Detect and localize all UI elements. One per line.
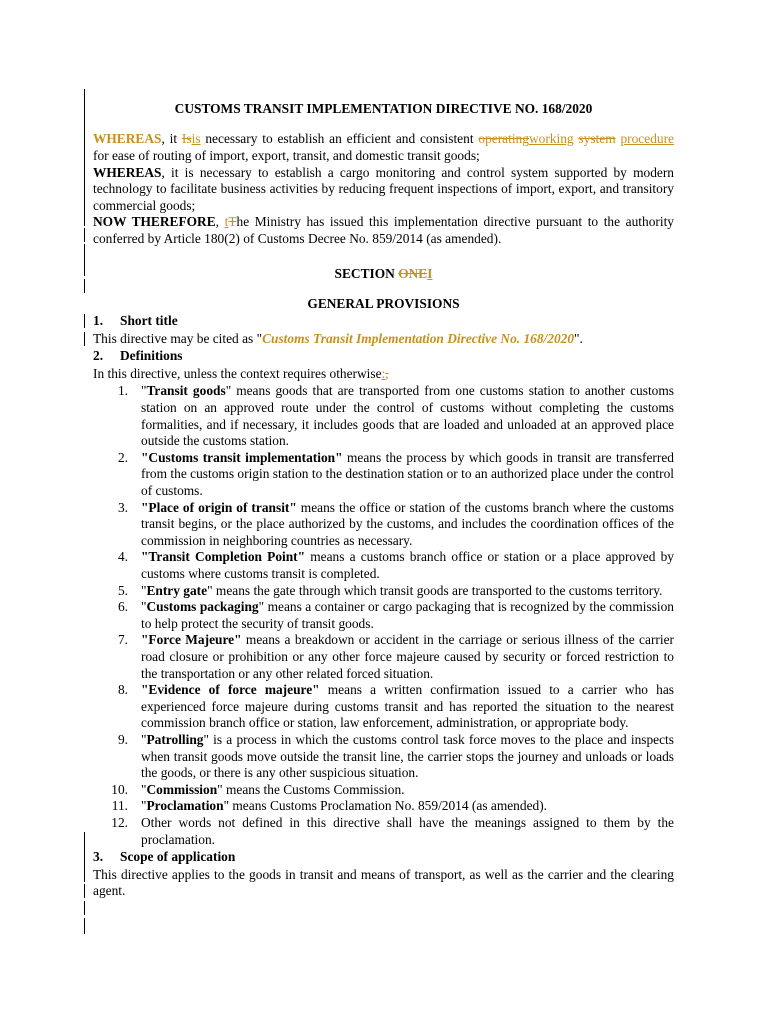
definition-item (93, 450, 674, 500)
definition-number: 12. (111, 814, 128, 830)
definition-text: " means the gate through which transit goods are transported to the customs territory. (207, 582, 663, 598)
document-title: CUSTOMS TRANSIT IMPLEMENTATION DIRECTIVE NO. 168/2020 (174, 101, 593, 117)
defined-term: "Force Majeure" (141, 632, 242, 648)
definition-number: 9. (117, 731, 128, 747)
definition-text: " means a container or cargo packaging that is recognized by the commission to help protect the security of transit goods. (141, 599, 674, 631)
inserted-text: t (224, 214, 229, 230)
defined-term: Transit goods (146, 383, 226, 399)
inserted-text: : (381, 365, 386, 381)
definition-text: " is a process in which the customs control task force moves to the place and inspects when transit goods move outside the transit line, the carrier stops the journey and unloads or loads the goods, or there is any other suspicious situation. (141, 731, 674, 781)
definition-number: 2. (117, 449, 128, 465)
change-bar (84, 89, 85, 226)
deleted-text: T (228, 214, 237, 230)
document-page (93, 88, 674, 900)
short-title-text: This directive may be cited as "Customs Transit Implementation Directive No. 168/2020". (93, 330, 583, 346)
definition-item (93, 815, 674, 848)
definitions-list (93, 383, 674, 848)
deleted-text: system (578, 131, 616, 147)
inserted-text: is (191, 131, 201, 147)
definition-number: 11. (111, 798, 128, 814)
definition-item (93, 549, 674, 582)
defined-term: Entry gate (146, 582, 208, 598)
definition-number: 5. (117, 582, 128, 598)
preamble-now-therefore: NOW THEREFORE, tThe Ministry has issued this implementation directive pursuant to the authority conferred by Article 180(2) of Customs Decree No. 859/2014 (as amended). (93, 214, 674, 246)
definition-number: 8. (117, 682, 128, 698)
scope-text: This directive applies to the goods in transit and means of transport, as well as the carrier and the clearing agent. (93, 866, 674, 899)
inserted-text: working (528, 131, 574, 147)
blank-line (93, 248, 674, 265)
deleted-text: ONE (398, 265, 428, 281)
change-bar (84, 314, 85, 328)
defined-term: Proclamation (146, 798, 224, 814)
defined-term: Commission (146, 781, 218, 797)
definition-text: means a written confirmation issued to a carrier who has experienced force majeure during customs transit and has reported the situation to the nearest commission branch office or station, law enforcement, administration, or appropriate body. (141, 682, 674, 731)
definition-number: 4. (117, 549, 128, 565)
short-title-heading: 1. Short title (93, 313, 178, 329)
definition-text: " means the Customs Commission. (217, 781, 405, 797)
definition-item: 6. "Customs packaging" means a container or cargo packaging that is recognized by the commission to help protect the security of transit goods. (93, 599, 674, 632)
defined-term: "Evidence of force majeure" (141, 682, 320, 698)
change-bar (84, 832, 85, 882)
definition-item (93, 682, 674, 732)
definitions-heading: 2. Definitions (93, 348, 183, 364)
change-bar (84, 332, 85, 346)
whereas-keyword: WHEREAS (93, 164, 162, 180)
deleted-text: , (385, 365, 389, 381)
defined-term: "Customs transit implementation" (141, 449, 343, 465)
change-bar (84, 228, 85, 242)
now-therefore-keyword: NOW THEREFORE (93, 214, 216, 230)
deleted-text: Is (181, 131, 192, 147)
defined-term: "Place of origin of transit" (141, 499, 297, 515)
definitions-intro: In this directive, unless the context requires otherwise:, (93, 365, 389, 381)
deleted-text: operating (478, 131, 529, 147)
change-bar (84, 244, 85, 276)
definition-text: means the office or station of the customs branch where the customs transit begins, or the place authorized by the customs, and includes the coordination offices of the commission in neighboring countries as necessary. (141, 499, 674, 548)
definition-number: 1. (117, 383, 128, 399)
scope-heading: 3. Scope of application (93, 849, 236, 865)
definition-text: " means goods that are transported from one customs station to another customs station on an approved route under the control of customs without completing the customs formalities, and if necessary, it includes goods that are loaded and unloaded at an approved place outside the customs station. (141, 383, 674, 449)
change-bar (84, 884, 85, 898)
section-label: SECTION ONEI (334, 265, 433, 281)
preamble-whereas-2: WHEREAS, it is necessary to establish a cargo monitoring and control system supported by modern technology to facilitate business activities by reducing frequent inspections of import, export, and transitory commercial goods; (93, 164, 674, 213)
definition-item: 1. "Transit goods" means goods that are transported from one customs station to another customs station on an approved route under the control of customs without completing the customs formalities, and if necessary, it includes goods that are loaded and unloaded at an approved place outside the customs station. (93, 383, 674, 449)
definition-item: 11. "Proclamation" means Customs Proclamation No. 859/2014 (as amended). (93, 798, 674, 815)
definition-item: 10. "Commission" means the Customs Commission. (93, 782, 674, 799)
defined-term: Customs packaging (146, 599, 259, 615)
definition-item: 9. "Patrolling" is a process in which the customs control task force moves to the place and inspects when transit goods move outside the transit line, the carrier stops the journey and unloads or loads the goods, or there is any other suspicious situation. (93, 732, 674, 782)
definition-number: 3. (117, 499, 128, 515)
definition-item (93, 632, 674, 682)
definition-text: " means Customs Proclamation No. 859/2014 (as amended). (223, 798, 548, 814)
defined-term: "Transit Completion Point" (141, 549, 306, 565)
inserted-text: I (427, 265, 433, 281)
change-bar (84, 901, 85, 915)
citation-name: Customs Transit Implementation Directive No. 168/2020 (262, 330, 575, 346)
definition-item: 5. "Entry gate" means the gate through which transit goods are transported to the customs territory. (93, 583, 674, 600)
definition-number: 10. (111, 781, 128, 797)
definition-text: means the process by which goods in transit are transferred from the customs origin station to the destination station or to an authorized place under the control of customs. (141, 449, 674, 499)
definition-text: Other words not defined in this directive shall have the meanings assigned to them by the proclamation. (141, 814, 674, 847)
defined-term: Patrolling (146, 731, 204, 747)
definition-item (93, 500, 674, 550)
change-bar (84, 918, 85, 934)
preamble-whereas-1: WHEREAS, it Isis necessary to establish an efficient and consistent operatingworking system procedure for ease of routing of import, export, transit, and domestic transit goods; (93, 131, 674, 163)
definition-number: 7. (117, 632, 128, 648)
whereas-keyword: WHEREAS (93, 131, 162, 147)
section-heading: GENERAL PROVISIONS (307, 295, 460, 311)
definition-text: means a breakdown or accident in the carriage or serious illness of the carrier road closure or prohibition or any other force majeure caused by security or forced restriction to the transportation or any other related forced situation. (141, 632, 674, 681)
definition-number: 6. (117, 599, 128, 615)
inserted-text: procedure (620, 131, 674, 147)
change-bar (84, 279, 85, 293)
definition-text: means a customs branch office or station or a place approved by customs where customs transit is completed. (141, 549, 674, 582)
